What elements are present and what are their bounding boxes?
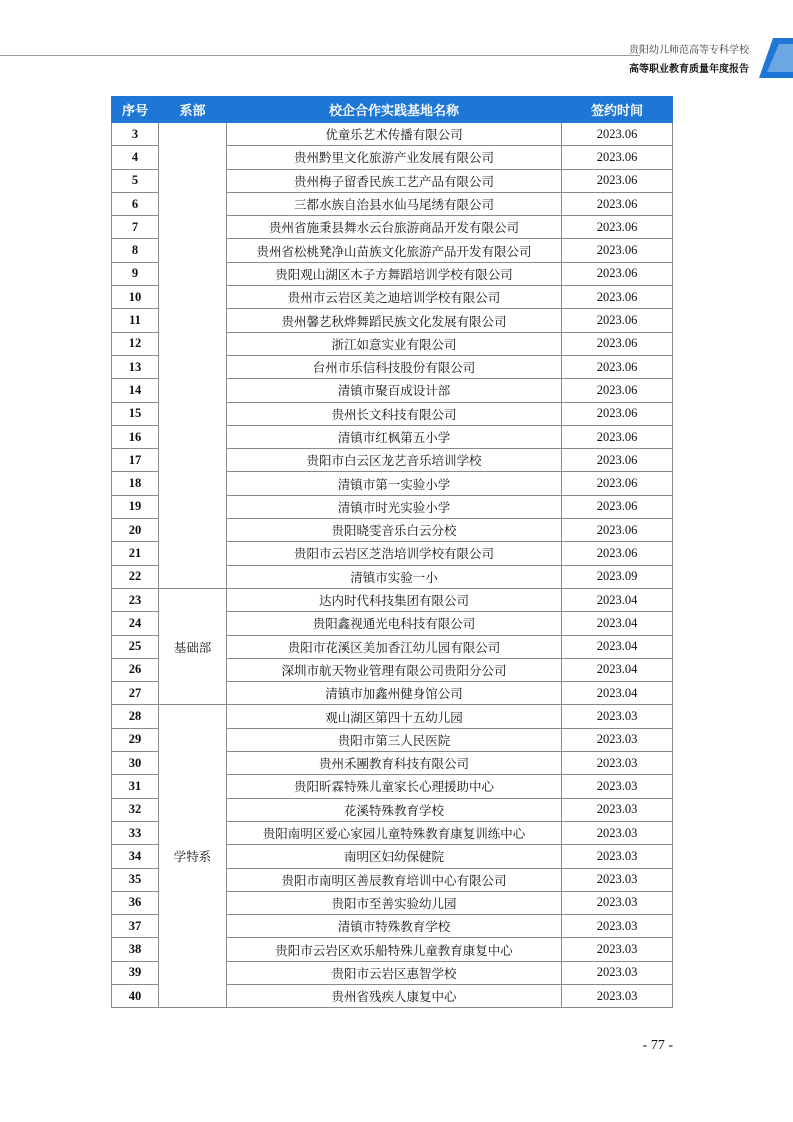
cell-sign-date: 2023.03 bbox=[562, 915, 673, 938]
cell-sign-date: 2023.04 bbox=[562, 682, 673, 705]
cell-serial: 14 bbox=[112, 379, 159, 402]
cell-base-name: 贵阳鑫视通光电科技有限公司 bbox=[227, 612, 562, 635]
cell-sign-date: 2023.09 bbox=[562, 565, 673, 588]
cell-serial: 33 bbox=[112, 821, 159, 844]
cell-serial: 26 bbox=[112, 658, 159, 681]
cell-serial: 27 bbox=[112, 682, 159, 705]
cell-base-name: 贵州长文科技有限公司 bbox=[227, 402, 562, 425]
header-corner-ornament-icon bbox=[759, 38, 793, 78]
cell-serial: 13 bbox=[112, 355, 159, 378]
cell-sign-date: 2023.06 bbox=[562, 146, 673, 169]
cell-base-name: 贵州省松桃凳净山苗族文化旅游产品开发有限公司 bbox=[227, 239, 562, 262]
cell-serial: 39 bbox=[112, 961, 159, 984]
cell-base-name: 清镇市聚百成设计部 bbox=[227, 379, 562, 402]
cell-sign-date: 2023.03 bbox=[562, 728, 673, 751]
cell-base-name: 浙江如意实业有限公司 bbox=[227, 332, 562, 355]
cell-sign-date: 2023.03 bbox=[562, 798, 673, 821]
cell-base-name: 贵阳市云岩区欢乐船特殊儿童教育康复中心 bbox=[227, 938, 562, 961]
cell-base-name: 台州市乐信科技股份有限公司 bbox=[227, 355, 562, 378]
cell-sign-date: 2023.06 bbox=[562, 519, 673, 542]
cell-sign-date: 2023.06 bbox=[562, 449, 673, 472]
cell-serial: 12 bbox=[112, 332, 159, 355]
cell-base-name: 三都水族自治县水仙马尾绣有限公司 bbox=[227, 192, 562, 215]
cell-base-name: 贵阳市南明区善辰教育培训中心有限公司 bbox=[227, 868, 562, 891]
cell-base-name: 贵阳观山湖区木子方舞蹈培训学校有限公司 bbox=[227, 262, 562, 285]
cell-base-name: 贵阳市至善实验幼儿园 bbox=[227, 891, 562, 914]
cell-sign-date: 2023.03 bbox=[562, 984, 673, 1007]
cell-serial: 38 bbox=[112, 938, 159, 961]
cell-base-name: 清镇市时光实验小学 bbox=[227, 495, 562, 518]
cell-base-name: 清镇市实验一小 bbox=[227, 565, 562, 588]
cell-department: 学特系 bbox=[159, 705, 227, 1008]
cell-serial: 4 bbox=[112, 146, 159, 169]
cell-serial: 11 bbox=[112, 309, 159, 332]
partner-base-table bbox=[111, 96, 673, 1008]
cell-sign-date: 2023.03 bbox=[562, 821, 673, 844]
cell-serial: 8 bbox=[112, 239, 159, 262]
cell-sign-date: 2023.06 bbox=[562, 192, 673, 215]
cell-base-name: 贵州梅子留香民族工艺产品有限公司 bbox=[227, 169, 562, 192]
cell-base-name: 深圳市航天物业管理有限公司贵阳分公司 bbox=[227, 658, 562, 681]
cell-base-name: 观山湖区第四十五幼儿园 bbox=[227, 705, 562, 728]
cell-serial: 22 bbox=[112, 565, 159, 588]
cell-base-name: 贵州黔里文化旅游产业发展有限公司 bbox=[227, 146, 562, 169]
cell-base-name: 贵州省残疾人康复中心 bbox=[227, 984, 562, 1007]
header-report-title: 高等职业教育质量年度报告 bbox=[629, 64, 749, 75]
cell-serial: 3 bbox=[112, 123, 159, 146]
cell-serial: 23 bbox=[112, 588, 159, 611]
cell-department: 基础部 bbox=[159, 588, 227, 704]
cell-base-name: 贵阳市白云区龙艺音乐培训学校 bbox=[227, 449, 562, 472]
cell-base-name: 清镇市特殊教育学校 bbox=[227, 915, 562, 938]
cell-serial: 24 bbox=[112, 612, 159, 635]
cell-sign-date: 2023.06 bbox=[562, 239, 673, 262]
cell-base-name: 贵阳晓雯音乐白云分校 bbox=[227, 519, 562, 542]
cell-sign-date: 2023.03 bbox=[562, 961, 673, 984]
cell-serial: 37 bbox=[112, 915, 159, 938]
cell-base-name: 贵阳市云岩区惠智学校 bbox=[227, 961, 562, 984]
cell-base-name: 贵州馨艺秋烨舞蹈民族文化发展有限公司 bbox=[227, 309, 562, 332]
cell-serial: 15 bbox=[112, 402, 159, 425]
cell-base-name: 贵州市云岩区美之迪培训学校有限公司 bbox=[227, 286, 562, 309]
column-header-sign-date: 签约时间 bbox=[562, 97, 673, 123]
table-row bbox=[112, 705, 673, 728]
cell-base-name: 南明区妇幼保健院 bbox=[227, 845, 562, 868]
cell-sign-date: 2023.06 bbox=[562, 355, 673, 378]
cell-sign-date: 2023.03 bbox=[562, 845, 673, 868]
cell-sign-date: 2023.04 bbox=[562, 658, 673, 681]
cell-sign-date: 2023.06 bbox=[562, 425, 673, 448]
column-header-serial: 序号 bbox=[112, 97, 159, 123]
cell-serial: 29 bbox=[112, 728, 159, 751]
cell-serial: 21 bbox=[112, 542, 159, 565]
cell-sign-date: 2023.03 bbox=[562, 938, 673, 961]
cell-serial: 7 bbox=[112, 216, 159, 239]
cell-sign-date: 2023.04 bbox=[562, 612, 673, 635]
cell-serial: 28 bbox=[112, 705, 159, 728]
cell-serial: 5 bbox=[112, 169, 159, 192]
cell-sign-date: 2023.06 bbox=[562, 332, 673, 355]
cell-sign-date: 2023.03 bbox=[562, 868, 673, 891]
cell-sign-date: 2023.06 bbox=[562, 402, 673, 425]
cell-serial: 25 bbox=[112, 635, 159, 658]
cell-base-name: 贵阳市花溪区美加香江幼儿园有限公司 bbox=[227, 635, 562, 658]
cell-serial: 18 bbox=[112, 472, 159, 495]
cell-sign-date: 2023.06 bbox=[562, 309, 673, 332]
header-rule bbox=[0, 55, 640, 56]
cell-base-name: 达内时代科技集团有限公司 bbox=[227, 588, 562, 611]
table-row bbox=[112, 123, 673, 146]
cell-sign-date: 2023.06 bbox=[562, 123, 673, 146]
cell-serial: 20 bbox=[112, 519, 159, 542]
cell-sign-date: 2023.04 bbox=[562, 635, 673, 658]
cell-serial: 9 bbox=[112, 262, 159, 285]
cell-serial: 32 bbox=[112, 798, 159, 821]
table-body bbox=[112, 123, 673, 1008]
cell-serial: 6 bbox=[112, 192, 159, 215]
column-header-department: 系部 bbox=[159, 97, 227, 123]
cell-serial: 36 bbox=[112, 891, 159, 914]
cell-base-name: 贵阳市第三人民医院 bbox=[227, 728, 562, 751]
page-number: - 77 - bbox=[642, 1038, 673, 1053]
cell-sign-date: 2023.06 bbox=[562, 216, 673, 239]
cell-serial: 10 bbox=[112, 286, 159, 309]
cell-serial: 34 bbox=[112, 845, 159, 868]
cell-serial: 40 bbox=[112, 984, 159, 1007]
cell-base-name: 贵州省施秉县舞水云台旅游商品开发有限公司 bbox=[227, 216, 562, 239]
cell-sign-date: 2023.04 bbox=[562, 588, 673, 611]
cell-base-name: 花溪特殊教育学校 bbox=[227, 798, 562, 821]
cell-sign-date: 2023.06 bbox=[562, 472, 673, 495]
table-header-row bbox=[112, 97, 673, 123]
cell-base-name: 贵阳市云岩区芝浩培训学校有限公司 bbox=[227, 542, 562, 565]
cell-department bbox=[159, 123, 227, 589]
cell-base-name: 优童乐艺术传播有限公司 bbox=[227, 123, 562, 146]
column-header-base-name: 校企合作实践基地名称 bbox=[227, 97, 562, 123]
cell-sign-date: 2023.03 bbox=[562, 775, 673, 798]
cell-base-name: 清镇市加鑫州健身馆公司 bbox=[227, 682, 562, 705]
cell-sign-date: 2023.06 bbox=[562, 262, 673, 285]
cell-serial: 30 bbox=[112, 752, 159, 775]
table-row bbox=[112, 588, 673, 611]
cell-sign-date: 2023.03 bbox=[562, 752, 673, 775]
cell-serial: 16 bbox=[112, 425, 159, 448]
cell-serial: 19 bbox=[112, 495, 159, 518]
cell-sign-date: 2023.06 bbox=[562, 286, 673, 309]
cell-base-name: 清镇市红枫第五小学 bbox=[227, 425, 562, 448]
cell-base-name: 清镇市第一实验小学 bbox=[227, 472, 562, 495]
cell-sign-date: 2023.06 bbox=[562, 169, 673, 192]
header-school-name: 贵阳幼儿师范高等专科学校 bbox=[629, 45, 749, 56]
cell-serial: 35 bbox=[112, 868, 159, 891]
cell-sign-date: 2023.06 bbox=[562, 495, 673, 518]
cell-sign-date: 2023.06 bbox=[562, 542, 673, 565]
cell-sign-date: 2023.06 bbox=[562, 379, 673, 402]
cell-base-name: 贵州禾團教育科技有限公司 bbox=[227, 752, 562, 775]
cell-sign-date: 2023.03 bbox=[562, 705, 673, 728]
cell-base-name: 贵阳昕霖特殊儿童家长心理援助中心 bbox=[227, 775, 562, 798]
cell-serial: 31 bbox=[112, 775, 159, 798]
cell-serial: 17 bbox=[112, 449, 159, 472]
cell-sign-date: 2023.03 bbox=[562, 891, 673, 914]
cell-base-name: 贵阳南明区爱心家园儿童特殊教育康复训练中心 bbox=[227, 821, 562, 844]
